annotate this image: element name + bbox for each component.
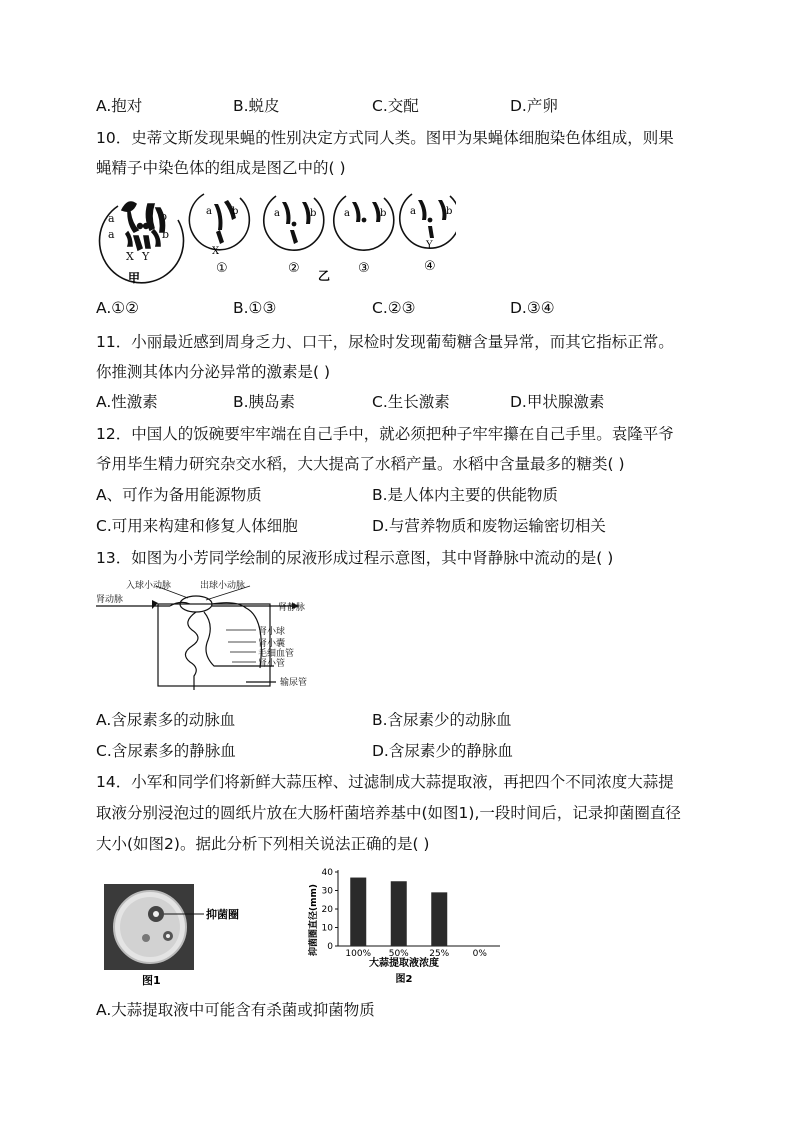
x-tick-label: 0% — [472, 949, 487, 959]
x-tick-label: 25% — [429, 949, 450, 959]
label-efferent-arteriole: 出球小动脉 — [200, 581, 246, 591]
q13-option-c: C.含尿素多的静脉血 — [96, 742, 236, 760]
capillary-line — [212, 603, 261, 668]
diagram-frame — [158, 604, 270, 686]
q10-option-c: C.②③ — [372, 299, 416, 317]
q13-option-a: A.含尿素多的动脉血 — [96, 711, 236, 729]
label-afferent-arteriole: 入球小动脉 — [126, 581, 172, 591]
q9-option-b: B.蜕皮 — [233, 97, 280, 115]
q14-figure2-bar-chart — [302, 866, 512, 988]
q11-option-b: B.胰岛素 — [233, 393, 296, 411]
letter-b: b — [310, 208, 317, 219]
paper-disc — [142, 934, 150, 942]
q14-stem-line3: 大小(如图2)。据此分析下列相关说法正确的是( ) — [96, 835, 430, 853]
q11-stem-line2: 你推测其体内分泌异常的激素是( ) — [96, 363, 331, 381]
y-tick-label: 10 — [321, 923, 333, 934]
q12-option-b: B.是人体内主要的供能物质 — [372, 486, 559, 504]
q11-option-d: D.甲状腺激素 — [510, 393, 605, 411]
chromosome-shape — [122, 202, 136, 211]
q11-option-c: C.生长激素 — [372, 393, 450, 411]
q12-option-a: A、可作为备用能源物质 — [96, 486, 262, 504]
renal-tubule-line — [185, 612, 198, 690]
chromosome-shape — [126, 232, 132, 246]
chromosome-dot — [144, 224, 149, 229]
q10-option-d: D.③④ — [510, 299, 555, 317]
q13-stem: 13．如图为小芳同学绘制的尿液形成过程示意图，其中肾静脉中流动的是( ) — [96, 549, 614, 567]
letter-y: Y — [426, 240, 433, 251]
y-tick-label: 0 — [327, 942, 333, 952]
letter-a: a — [274, 208, 280, 219]
chromosome-shape — [128, 212, 138, 232]
q13-nephron-diagram — [96, 578, 336, 690]
label-yi: 乙 — [318, 269, 331, 283]
letter-b: b — [232, 206, 239, 217]
chart-bar — [391, 881, 407, 946]
letter-b: b — [160, 210, 168, 223]
y-tick-label: 20 — [321, 905, 333, 915]
chromosome-shape — [134, 236, 142, 250]
cell-1 — [189, 194, 249, 276]
label-renal-vein: 肾静脉 — [278, 603, 306, 613]
q12-stem-line2: 爷用毕生精力研究杂交水稻，大大提高了水稻产量。水稻中含量最多的糖类( ) — [96, 455, 625, 473]
inhibition-zone-label: 抑菌圈 — [206, 908, 239, 921]
x-tick-label: 50% — [388, 949, 409, 959]
q9-option-a: A.抱对 — [96, 97, 143, 115]
q14-stem-line1: 14．小军和同学们将新鲜大蒜压榨、过滤制成大蒜提取液，再把四个不同浓度大蒜提 — [96, 773, 674, 791]
x-tick-label: 100% — [345, 949, 372, 959]
q12-stem-line1: 12．中国人的饭碗要牢牢端在自己手中，就必须把种子牢牢攥在自己手里。袁隆平爷 — [96, 425, 674, 443]
q10-stem-line2: 蝇精子中染色体的组成是图乙中的( ) — [96, 159, 346, 177]
circle-label-3: ③ — [358, 261, 370, 276]
label-renal-artery: 肾动脉 — [96, 595, 124, 605]
q9-option-c: C.交配 — [372, 97, 419, 115]
letter-a: a — [206, 206, 212, 217]
q10-stem-line1: 10．史蒂文斯发现果蝇的性别决定方式同人类。图甲为果蝇体细胞染色体组成，则果 — [96, 129, 674, 147]
letter-b: b — [446, 206, 453, 217]
label-jia: 甲 — [128, 271, 141, 285]
label-renal-tubule: 肾小管 — [258, 659, 286, 669]
q11-option-a: A.性激素 — [96, 393, 158, 411]
q12-option-c: C.可用来构建和修复人体细胞 — [96, 517, 298, 535]
q10-option-b: B.①③ — [233, 299, 277, 317]
label-bowman-capsule: 肾小囊 — [258, 639, 286, 649]
agar-medium — [120, 897, 180, 957]
y-tick-label: 30 — [321, 886, 333, 897]
cell-4 — [400, 194, 456, 274]
chart-x-label: 大蒜提取液浓度 — [369, 958, 439, 969]
figure1-caption: 图1 — [142, 974, 161, 986]
label-glomerulus: 肾小球 — [258, 627, 286, 637]
chromosome-shape — [144, 236, 150, 248]
q11-stem-line1: 11．小丽最近感到周身乏力、口干，尿检时发现葡萄糖含量异常，而其它指标正常。 — [96, 333, 674, 351]
letter-a: a — [108, 228, 115, 241]
letter-y: Y — [142, 250, 150, 263]
q9-option-d: D.产卵 — [510, 97, 558, 115]
chromosome-shape — [152, 230, 160, 246]
q10-option-a: A.①② — [96, 299, 140, 317]
q14-figure1-petri-dish — [104, 884, 264, 986]
letter-a: a — [410, 206, 416, 217]
q13-option-b: B.含尿素少的动脉血 — [372, 711, 512, 729]
cell-2 — [264, 196, 324, 276]
circle-label-4: ④ — [424, 259, 436, 274]
letter-x: X — [212, 246, 220, 257]
chart-y-label: 抑菌圈直径(mm) — [309, 884, 319, 956]
figure2-caption: 图2 — [395, 974, 413, 985]
q12-option-d: D.与营养物质和废物运输密切相关 — [372, 517, 606, 535]
q14-option-a: A.大蒜提取液中可能含有杀菌或抑菌物质 — [96, 1001, 375, 1019]
y-tick-label: 40 — [321, 868, 333, 878]
q14-stem-line2: 取液分别浸泡过的圆纸片放在大肠杆菌培养基中(如图1),一段时间后，记录抑菌圈直径 — [96, 804, 681, 822]
letter-a: a — [108, 212, 115, 225]
label-ureter: 输尿管 — [280, 678, 308, 688]
letter-a: a — [344, 208, 350, 219]
q10-chromosome-figure — [96, 186, 456, 288]
letter-b: b — [380, 208, 387, 219]
label-capillary: 毛细血管 — [258, 649, 295, 659]
chart-bar — [350, 878, 366, 946]
letter-b: b — [162, 228, 170, 241]
cell-3 — [334, 196, 394, 276]
letter-x: X — [126, 250, 134, 263]
chart-bar — [431, 892, 447, 946]
circle-label-1: ① — [216, 261, 228, 276]
q13-option-d: D.含尿素少的静脉血 — [372, 742, 513, 760]
circle-label-2: ② — [288, 261, 300, 276]
chromosome-dot — [138, 224, 143, 229]
